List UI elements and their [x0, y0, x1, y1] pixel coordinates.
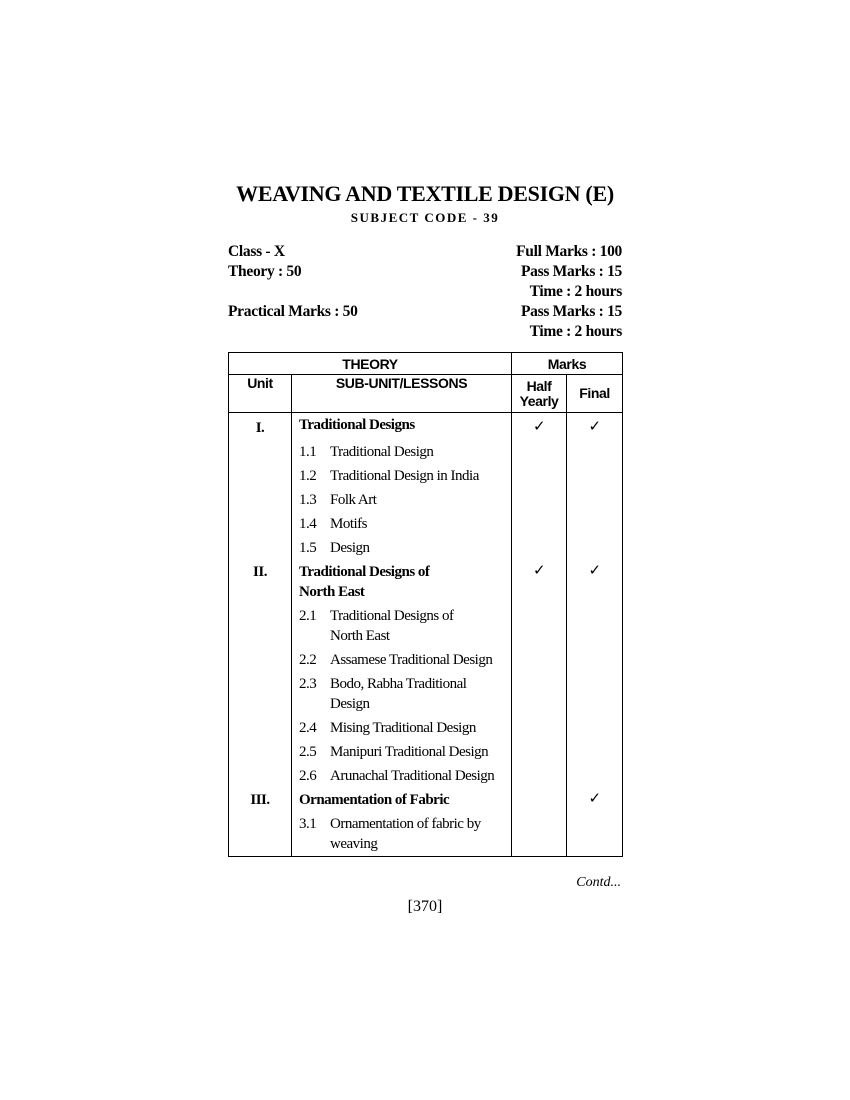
table-row: [229, 464, 623, 488]
lesson-item: 3.1 Ornamentation of fabric by weaving: [292, 812, 512, 857]
practical-marks: Practical Marks : 50: [228, 303, 358, 320]
table-row: [229, 672, 623, 716]
table-row: [229, 764, 623, 788]
lesson-item: 1.1 Traditional Design: [292, 440, 512, 464]
lesson-item: 2.6 Arunachal Traditional Design: [292, 764, 512, 788]
lesson-item: 2.3 Bodo, Rabha Traditional Design: [292, 672, 512, 716]
table-row: [229, 812, 623, 857]
continued-note: Contd...: [576, 875, 621, 890]
final-check: ✓: [567, 788, 623, 812]
final-check: ✓: [567, 413, 623, 441]
half-yearly-check: ✓: [512, 413, 567, 441]
page-number: [370]: [407, 898, 443, 915]
unit-header: Unit: [229, 375, 292, 413]
syllabus-table: [228, 352, 623, 857]
unit-title: Traditional Designs: [292, 413, 512, 441]
document-title: WEAVING AND TEXTILE DESIGN (E): [236, 181, 614, 206]
theory-time: Time : 2 hours: [529, 283, 622, 300]
half-yearly-check: [512, 788, 567, 812]
table-row: [229, 512, 623, 536]
half-yearly-header-line1: Half: [526, 377, 552, 394]
table-row: [229, 604, 623, 648]
unit-title: Ornamentation of Fabric: [292, 788, 512, 812]
final-header: Final: [567, 375, 623, 413]
half-yearly-check: ✓: [512, 560, 567, 604]
lesson-item: 1.2 Traditional Design in India: [292, 464, 512, 488]
table-row: [229, 488, 623, 512]
unit-number: I.: [229, 413, 292, 441]
lesson-item: 2.4 Mising Traditional Design: [292, 716, 512, 740]
lesson-item: 2.1 Traditional Designs of North East: [292, 604, 512, 648]
practical-time: Time : 2 hours: [529, 323, 622, 340]
table-row: [229, 560, 623, 604]
unit-number: III.: [229, 788, 292, 812]
unit-title: Traditional Designs of North East: [292, 560, 512, 604]
table-row: [229, 716, 623, 740]
lesson-item: 1.3 Folk Art: [292, 488, 512, 512]
theory-pass-marks: Pass Marks : 15: [521, 263, 622, 280]
subject-code: SUBJECT CODE - 39: [350, 210, 500, 225]
table-row: [229, 648, 623, 672]
sub-unit-header: SUB-UNIT/LESSONS: [292, 375, 512, 413]
table-row: [229, 740, 623, 764]
unit-number: II.: [229, 560, 292, 604]
theory-marks: Theory : 50: [228, 263, 302, 280]
half-yearly-header-line2: Yearly: [519, 392, 559, 409]
table-row: [229, 440, 623, 464]
table-row: [229, 413, 623, 441]
lesson-item: 1.5 Design: [292, 536, 512, 560]
table-row: [229, 536, 623, 560]
practical-pass-marks: Pass Marks : 15: [521, 303, 622, 320]
class-label: Class - X: [228, 243, 285, 260]
lesson-item: 2.5 Manipuri Traditional Design: [292, 740, 512, 764]
marks-header: Marks: [512, 353, 623, 375]
half-yearly-header: [512, 375, 567, 413]
table-row: [229, 788, 623, 812]
full-marks: Full Marks : 100: [516, 243, 622, 260]
lesson-item: 1.4 Motifs: [292, 512, 512, 536]
lesson-item: 2.2 Assamese Traditional Design: [292, 648, 512, 672]
theory-header: THEORY: [229, 353, 512, 375]
final-check: ✓: [567, 560, 623, 604]
